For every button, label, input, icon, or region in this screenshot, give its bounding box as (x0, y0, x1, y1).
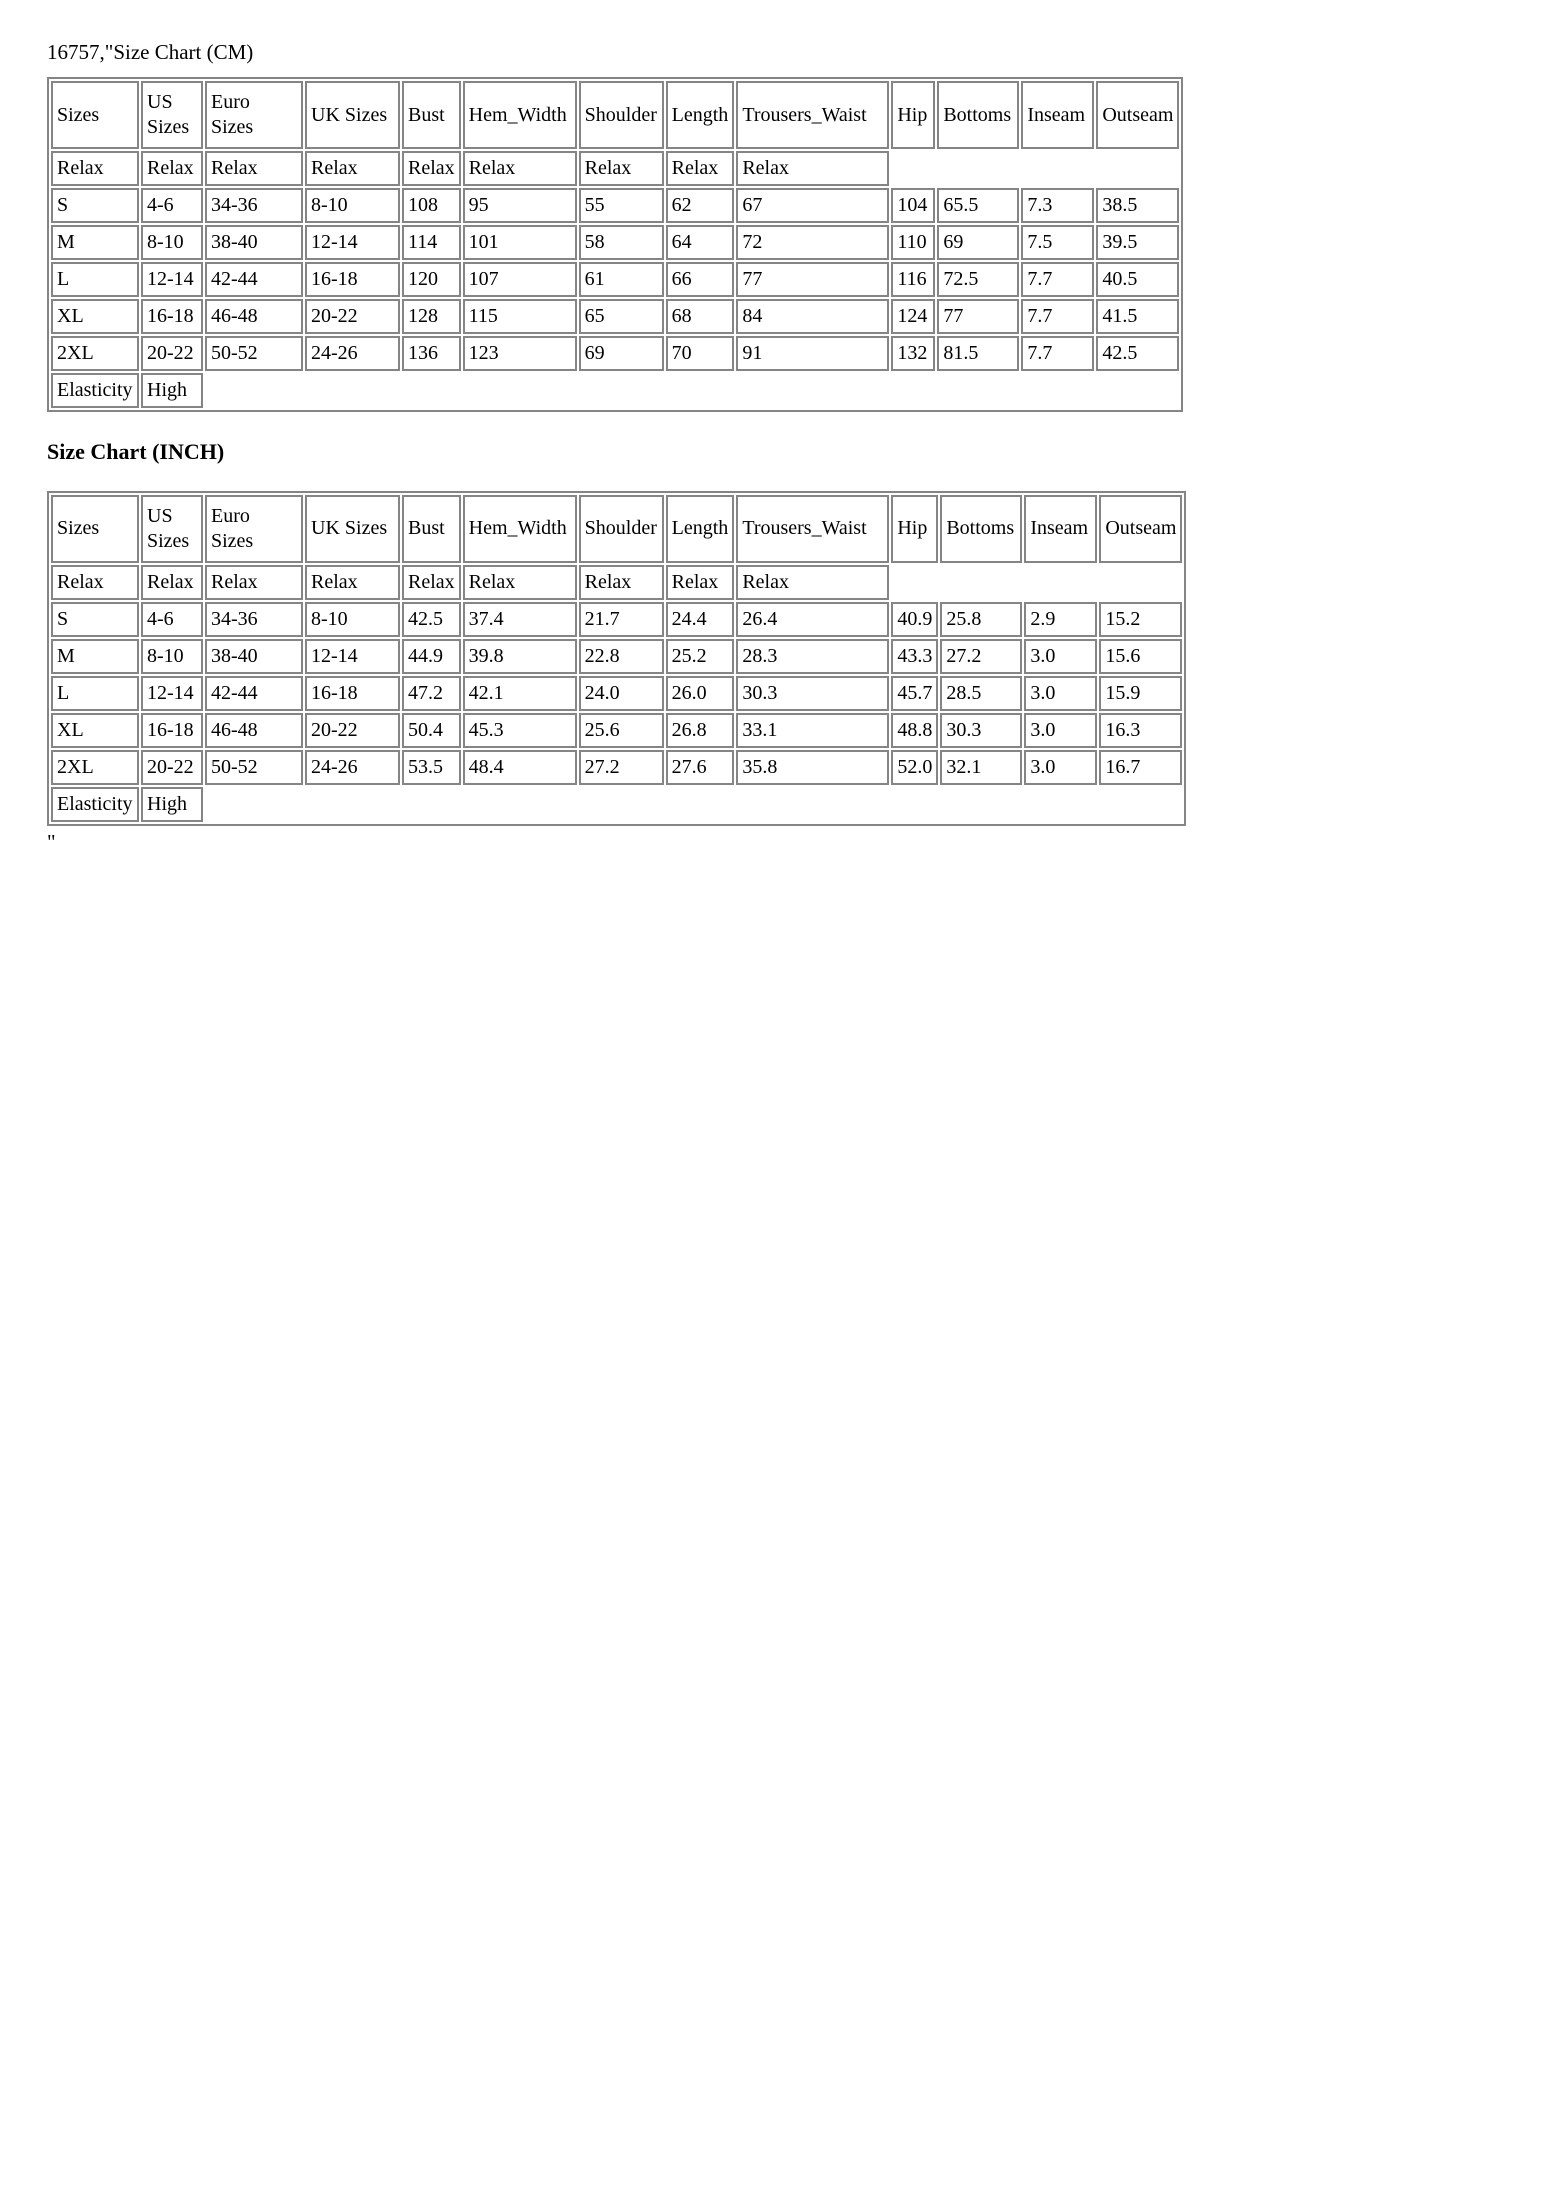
cell-uk-sizes: 12-14 (305, 639, 400, 674)
header-cell-inseam: Inseam (1021, 81, 1094, 149)
header-cell-shoulder: Shoulder (579, 81, 664, 149)
header-cell-us-sizes: US Sizes (141, 81, 203, 149)
cell-trousers-waist: 33.1 (736, 713, 889, 748)
cell-hip: 45.7 (891, 676, 938, 711)
cell-length: 26.0 (666, 676, 735, 711)
cell-shoulder: 22.8 (579, 639, 664, 674)
cell-uk-sizes: 20-22 (305, 713, 400, 748)
cell-sizes: XL (51, 299, 139, 334)
cell-inseam: 7.5 (1021, 225, 1094, 260)
cell-trousers-waist: 84 (736, 299, 889, 334)
cell-bust: 108 (402, 188, 461, 223)
document-page (0, 0, 1550, 855)
cell-hip: 116 (891, 262, 935, 297)
fit-cell-sizes: Relax (51, 565, 139, 600)
cell-hem-width: 45.3 (463, 713, 577, 748)
cell-length: 24.4 (666, 602, 735, 637)
size-row-xl (51, 713, 1182, 748)
cell-sizes: M (51, 225, 139, 260)
fit-cell-euro-sizes: Relax (205, 565, 303, 600)
header-cell-bust: Bust (402, 495, 461, 563)
cell-bust: 114 (402, 225, 461, 260)
cell-trousers-waist: 91 (736, 336, 889, 371)
header-cell-us-sizes: US Sizes (141, 495, 203, 563)
cell-euro-sizes: 34-36 (205, 602, 303, 637)
cell-bottoms: 27.2 (940, 639, 1022, 674)
header-cell-hem-width: Hem_Width (463, 81, 577, 149)
cell-us-sizes: 16-18 (141, 299, 203, 334)
elasticity-value-cell: High (141, 373, 203, 408)
cell-trousers-waist: 28.3 (736, 639, 889, 674)
header-cell-length: Length (666, 495, 735, 563)
header-cell-inseam: Inseam (1024, 495, 1097, 563)
fit-cell-length: Relax (666, 151, 735, 186)
cell-shoulder: 55 (579, 188, 664, 223)
fit-cell-uk-sizes: Relax (305, 565, 400, 600)
fit-cell-us-sizes: Relax (141, 151, 203, 186)
cell-outseam: 15.9 (1099, 676, 1182, 711)
cell-bottoms: 32.1 (940, 750, 1022, 785)
header-cell-shoulder: Shoulder (579, 495, 664, 563)
cell-hem-width: 123 (463, 336, 577, 371)
fit-row (51, 565, 1182, 600)
cell-uk-sizes: 24-26 (305, 336, 400, 371)
cell-bottoms: 81.5 (937, 336, 1019, 371)
size-row-l (51, 262, 1179, 297)
fit-cell-bust: Relax (402, 151, 461, 186)
cell-us-sizes: 20-22 (141, 336, 203, 371)
fit-row (51, 151, 1179, 186)
cell-shoulder: 25.6 (579, 713, 664, 748)
cell-shoulder: 27.2 (579, 750, 664, 785)
cell-bust: 120 (402, 262, 461, 297)
cell-hem-width: 42.1 (463, 676, 577, 711)
cell-hem-width: 39.8 (463, 639, 577, 674)
header-cell-hip: Hip (891, 81, 935, 149)
cell-us-sizes: 4-6 (141, 602, 203, 637)
cell-trousers-waist: 26.4 (736, 602, 889, 637)
elasticity-label-cell: Elasticity (51, 787, 139, 822)
fit-cell-trousers-waist: Relax (736, 565, 889, 600)
cell-euro-sizes: 46-48 (205, 713, 303, 748)
cell-bust: 47.2 (402, 676, 461, 711)
cell-bottoms: 30.3 (940, 713, 1022, 748)
cell-bottoms: 65.5 (937, 188, 1019, 223)
fit-cell-us-sizes: Relax (141, 565, 203, 600)
cell-sizes: M (51, 639, 139, 674)
cell-outseam: 40.5 (1096, 262, 1179, 297)
cell-sizes: S (51, 188, 139, 223)
header-cell-trousers-waist: Trousers_Waist (736, 81, 889, 149)
cell-shoulder: 61 (579, 262, 664, 297)
cell-bust: 50.4 (402, 713, 461, 748)
cell-hip: 124 (891, 299, 935, 334)
header-cell-hip: Hip (891, 495, 938, 563)
cell-hip: 43.3 (891, 639, 938, 674)
size-chart-inch-table (47, 491, 1186, 826)
cell-hem-width: 48.4 (463, 750, 577, 785)
size-row-s (51, 188, 1179, 223)
cell-outseam: 16.3 (1099, 713, 1182, 748)
cell-bust: 128 (402, 299, 461, 334)
cell-length: 64 (666, 225, 735, 260)
cell-us-sizes: 16-18 (141, 713, 203, 748)
cell-length: 70 (666, 336, 735, 371)
header-cell-trousers-waist: Trousers_Waist (736, 495, 889, 563)
header-cell-outseam: Outseam (1096, 81, 1179, 149)
fit-cell-sizes: Relax (51, 151, 139, 186)
size-chart-cm-table (47, 77, 1183, 412)
elasticity-row (51, 373, 1179, 408)
header-cell-hem-width: Hem_Width (463, 495, 577, 563)
cell-trousers-waist: 77 (736, 262, 889, 297)
cell-sizes: L (51, 676, 139, 711)
cell-euro-sizes: 38-40 (205, 639, 303, 674)
cell-hip: 132 (891, 336, 935, 371)
cell-length: 68 (666, 299, 735, 334)
cell-bottoms: 72.5 (937, 262, 1019, 297)
cell-outseam: 15.2 (1099, 602, 1182, 637)
cell-trousers-waist: 30.3 (736, 676, 889, 711)
cell-hip: 52.0 (891, 750, 938, 785)
cell-bust: 136 (402, 336, 461, 371)
cell-outseam: 41.5 (1096, 299, 1179, 334)
size-row-m (51, 639, 1182, 674)
elasticity-value-cell: High (141, 787, 203, 822)
cell-uk-sizes: 12-14 (305, 225, 400, 260)
cell-euro-sizes: 38-40 (205, 225, 303, 260)
header-cell-uk-sizes: UK Sizes (305, 495, 400, 563)
cell-uk-sizes: 8-10 (305, 188, 400, 223)
cell-inseam: 3.0 (1024, 676, 1097, 711)
cell-outseam: 38.5 (1096, 188, 1179, 223)
size-row-m (51, 225, 1179, 260)
cell-bottoms: 28.5 (940, 676, 1022, 711)
cell-trousers-waist: 35.8 (736, 750, 889, 785)
cell-hip: 40.9 (891, 602, 938, 637)
size-row-2xl (51, 750, 1182, 785)
cell-euro-sizes: 42-44 (205, 262, 303, 297)
fit-cell-hem-width: Relax (463, 151, 577, 186)
cell-inseam: 7.3 (1021, 188, 1094, 223)
cell-outseam: 42.5 (1096, 336, 1179, 371)
fit-cell-hem-width: Relax (463, 565, 577, 600)
cell-sizes: 2XL (51, 750, 139, 785)
cell-shoulder: 58 (579, 225, 664, 260)
cell-inseam: 7.7 (1021, 336, 1094, 371)
cell-us-sizes: 4-6 (141, 188, 203, 223)
cell-bottoms: 25.8 (940, 602, 1022, 637)
header-cell-bust: Bust (402, 81, 461, 149)
cell-bust: 53.5 (402, 750, 461, 785)
cell-inseam: 3.0 (1024, 750, 1097, 785)
size-row-l (51, 676, 1182, 711)
cell-length: 25.2 (666, 639, 735, 674)
cell-uk-sizes: 20-22 (305, 299, 400, 334)
cell-outseam: 39.5 (1096, 225, 1179, 260)
cell-uk-sizes: 16-18 (305, 262, 400, 297)
cell-trousers-waist: 72 (736, 225, 889, 260)
cell-inseam: 3.0 (1024, 639, 1097, 674)
fit-row-blank-cell (891, 565, 1182, 600)
cell-inseam: 7.7 (1021, 299, 1094, 334)
fit-cell-bust: Relax (402, 565, 461, 600)
cell-shoulder: 65 (579, 299, 664, 334)
header-cell-euro-sizes: Euro Sizes (205, 495, 303, 563)
cell-shoulder: 69 (579, 336, 664, 371)
cell-shoulder: 21.7 (579, 602, 664, 637)
fit-row-blank-cell (891, 151, 1179, 186)
cell-hem-width: 101 (463, 225, 577, 260)
cell-uk-sizes: 24-26 (305, 750, 400, 785)
header-cell-sizes: Sizes (51, 81, 139, 149)
size-row-s (51, 602, 1182, 637)
cell-length: 27.6 (666, 750, 735, 785)
header-row (51, 495, 1182, 563)
page-title-cm: 16757,"Size Chart (CM) (47, 40, 254, 64)
cell-hip: 104 (891, 188, 935, 223)
cell-euro-sizes: 34-36 (205, 188, 303, 223)
cell-us-sizes: 8-10 (141, 639, 203, 674)
cell-euro-sizes: 50-52 (205, 336, 303, 371)
cell-length: 62 (666, 188, 735, 223)
cell-us-sizes: 8-10 (141, 225, 203, 260)
cell-length: 66 (666, 262, 735, 297)
fit-cell-shoulder: Relax (579, 151, 664, 186)
cell-bust: 42.5 (402, 602, 461, 637)
fit-cell-trousers-waist: Relax (736, 151, 889, 186)
elasticity-row (51, 787, 1182, 822)
cell-hip: 110 (891, 225, 935, 260)
cell-hem-width: 115 (463, 299, 577, 334)
cell-us-sizes: 20-22 (141, 750, 203, 785)
header-cell-length: Length (666, 81, 735, 149)
trailing-quote: " (47, 829, 56, 854)
cell-length: 26.8 (666, 713, 735, 748)
header-cell-outseam: Outseam (1099, 495, 1182, 563)
inch-section-heading: Size Chart (INCH) (47, 439, 225, 465)
cell-hem-width: 107 (463, 262, 577, 297)
cell-euro-sizes: 50-52 (205, 750, 303, 785)
cell-uk-sizes: 16-18 (305, 676, 400, 711)
cell-hem-width: 37.4 (463, 602, 577, 637)
cell-us-sizes: 12-14 (141, 262, 203, 297)
cell-sizes: XL (51, 713, 139, 748)
cell-hem-width: 95 (463, 188, 577, 223)
cell-inseam: 3.0 (1024, 713, 1097, 748)
cell-uk-sizes: 8-10 (305, 602, 400, 637)
cell-inseam: 2.9 (1024, 602, 1097, 637)
header-row (51, 81, 1179, 149)
cell-bottoms: 69 (937, 225, 1019, 260)
fit-cell-length: Relax (666, 565, 735, 600)
cell-hip: 48.8 (891, 713, 938, 748)
cell-euro-sizes: 42-44 (205, 676, 303, 711)
fit-cell-euro-sizes: Relax (205, 151, 303, 186)
cell-outseam: 16.7 (1099, 750, 1182, 785)
cell-bottoms: 77 (937, 299, 1019, 334)
cell-shoulder: 24.0 (579, 676, 664, 711)
cell-us-sizes: 12-14 (141, 676, 203, 711)
header-cell-bottoms: Bottoms (940, 495, 1022, 563)
cell-sizes: 2XL (51, 336, 139, 371)
cell-bust: 44.9 (402, 639, 461, 674)
cell-inseam: 7.7 (1021, 262, 1094, 297)
cell-trousers-waist: 67 (736, 188, 889, 223)
header-cell-sizes: Sizes (51, 495, 139, 563)
size-row-2xl (51, 336, 1179, 371)
header-cell-bottoms: Bottoms (937, 81, 1019, 149)
fit-cell-shoulder: Relax (579, 565, 664, 600)
size-row-xl (51, 299, 1179, 334)
elasticity-label-cell: Elasticity (51, 373, 139, 408)
header-cell-euro-sizes: Euro Sizes (205, 81, 303, 149)
header-cell-uk-sizes: UK Sizes (305, 81, 400, 149)
fit-cell-uk-sizes: Relax (305, 151, 400, 186)
cell-sizes: S (51, 602, 139, 637)
cell-sizes: L (51, 262, 139, 297)
cell-outseam: 15.6 (1099, 639, 1182, 674)
cell-euro-sizes: 46-48 (205, 299, 303, 334)
